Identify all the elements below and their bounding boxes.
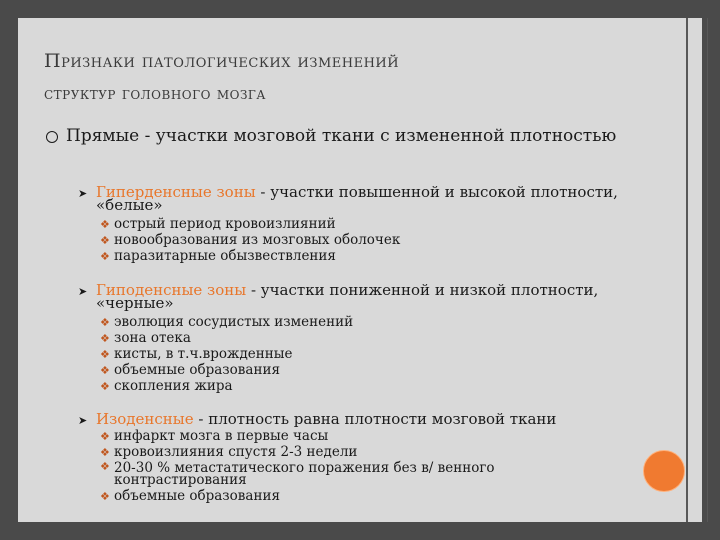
term-description: - участки пониженной и низкой плотности, «черные» (96, 281, 599, 312)
diamond-bullet-icon: ❖ (100, 218, 110, 231)
diamond-bullet-icon: ❖ (100, 490, 110, 503)
sub-list (78, 216, 638, 264)
list-item: ❖ зона отека (100, 330, 191, 346)
main-point: Прямые - участки мозговой ткани с измененной плотностью (66, 126, 617, 146)
list-item: ❖ кровоизлияния спустя 2-3 недели (100, 444, 358, 460)
diamond-bullet-icon: ❖ (100, 364, 110, 377)
decorative-orange-circle (643, 450, 685, 492)
group-heading (78, 281, 638, 312)
arrow-bullet-icon: ➤ (78, 414, 88, 427)
list-item: ❖ скопления жира (100, 378, 233, 394)
list-item: ❖ новообразования из мозговых оболочек (100, 232, 401, 248)
sub-list (78, 428, 638, 504)
list-item: ❖ кисты, в т.ч.врожденные (100, 346, 293, 362)
list-item: ❖ паразитарные обызвествления (100, 248, 336, 264)
group-hyperdense (78, 183, 638, 264)
group-hypodense (78, 281, 638, 394)
list-item: ❖ инфаркт мозга в первые часы (100, 428, 329, 444)
arrow-bullet-icon: ➤ (78, 187, 88, 200)
diamond-bullet-icon: ❖ (100, 430, 110, 443)
list-item: ❖ объемные образования (100, 488, 280, 504)
diamond-bullet-icon: ❖ (100, 380, 110, 393)
diamond-bullet-icon: ❖ (100, 234, 110, 247)
list-item: ❖ 20-30 % метастатического поражения без в/ венного контрастирования (100, 460, 495, 488)
list-item: ❖ острый период кровоизлияний (100, 216, 336, 232)
list-item: ❖ эволюция сосудистых изменений (100, 314, 354, 330)
diamond-bullet-icon: ❖ (100, 446, 110, 459)
group-heading (78, 410, 638, 428)
term-description: - участки повышенной и высокой плотности, «белые» (96, 183, 618, 214)
group-heading (78, 183, 638, 214)
title-line-2: структур головного мозга (44, 84, 266, 104)
diamond-bullet-icon: ❖ (100, 316, 110, 329)
arrow-bullet-icon: ➤ (78, 285, 88, 298)
term-description: - плотность равна плотности мозговой ткани (193, 410, 557, 428)
term-hypodense: Гиподенсные зоны (96, 281, 247, 299)
term-isodense: Изоденсные (96, 410, 194, 428)
diamond-bullet-icon: ❖ (100, 460, 110, 473)
circle-bullet-icon (46, 131, 58, 143)
sub-list (78, 314, 638, 394)
diamond-bullet-icon: ❖ (100, 348, 110, 361)
term-hyperdense: Гиперденсные зоны (96, 183, 256, 201)
diamond-bullet-icon: ❖ (100, 332, 110, 345)
diamond-bullet-icon: ❖ (100, 250, 110, 263)
title-line-1: Признаки патологических изменений (44, 50, 400, 72)
list-item: ❖ объемные образования (100, 362, 280, 378)
group-isodense (78, 410, 638, 504)
